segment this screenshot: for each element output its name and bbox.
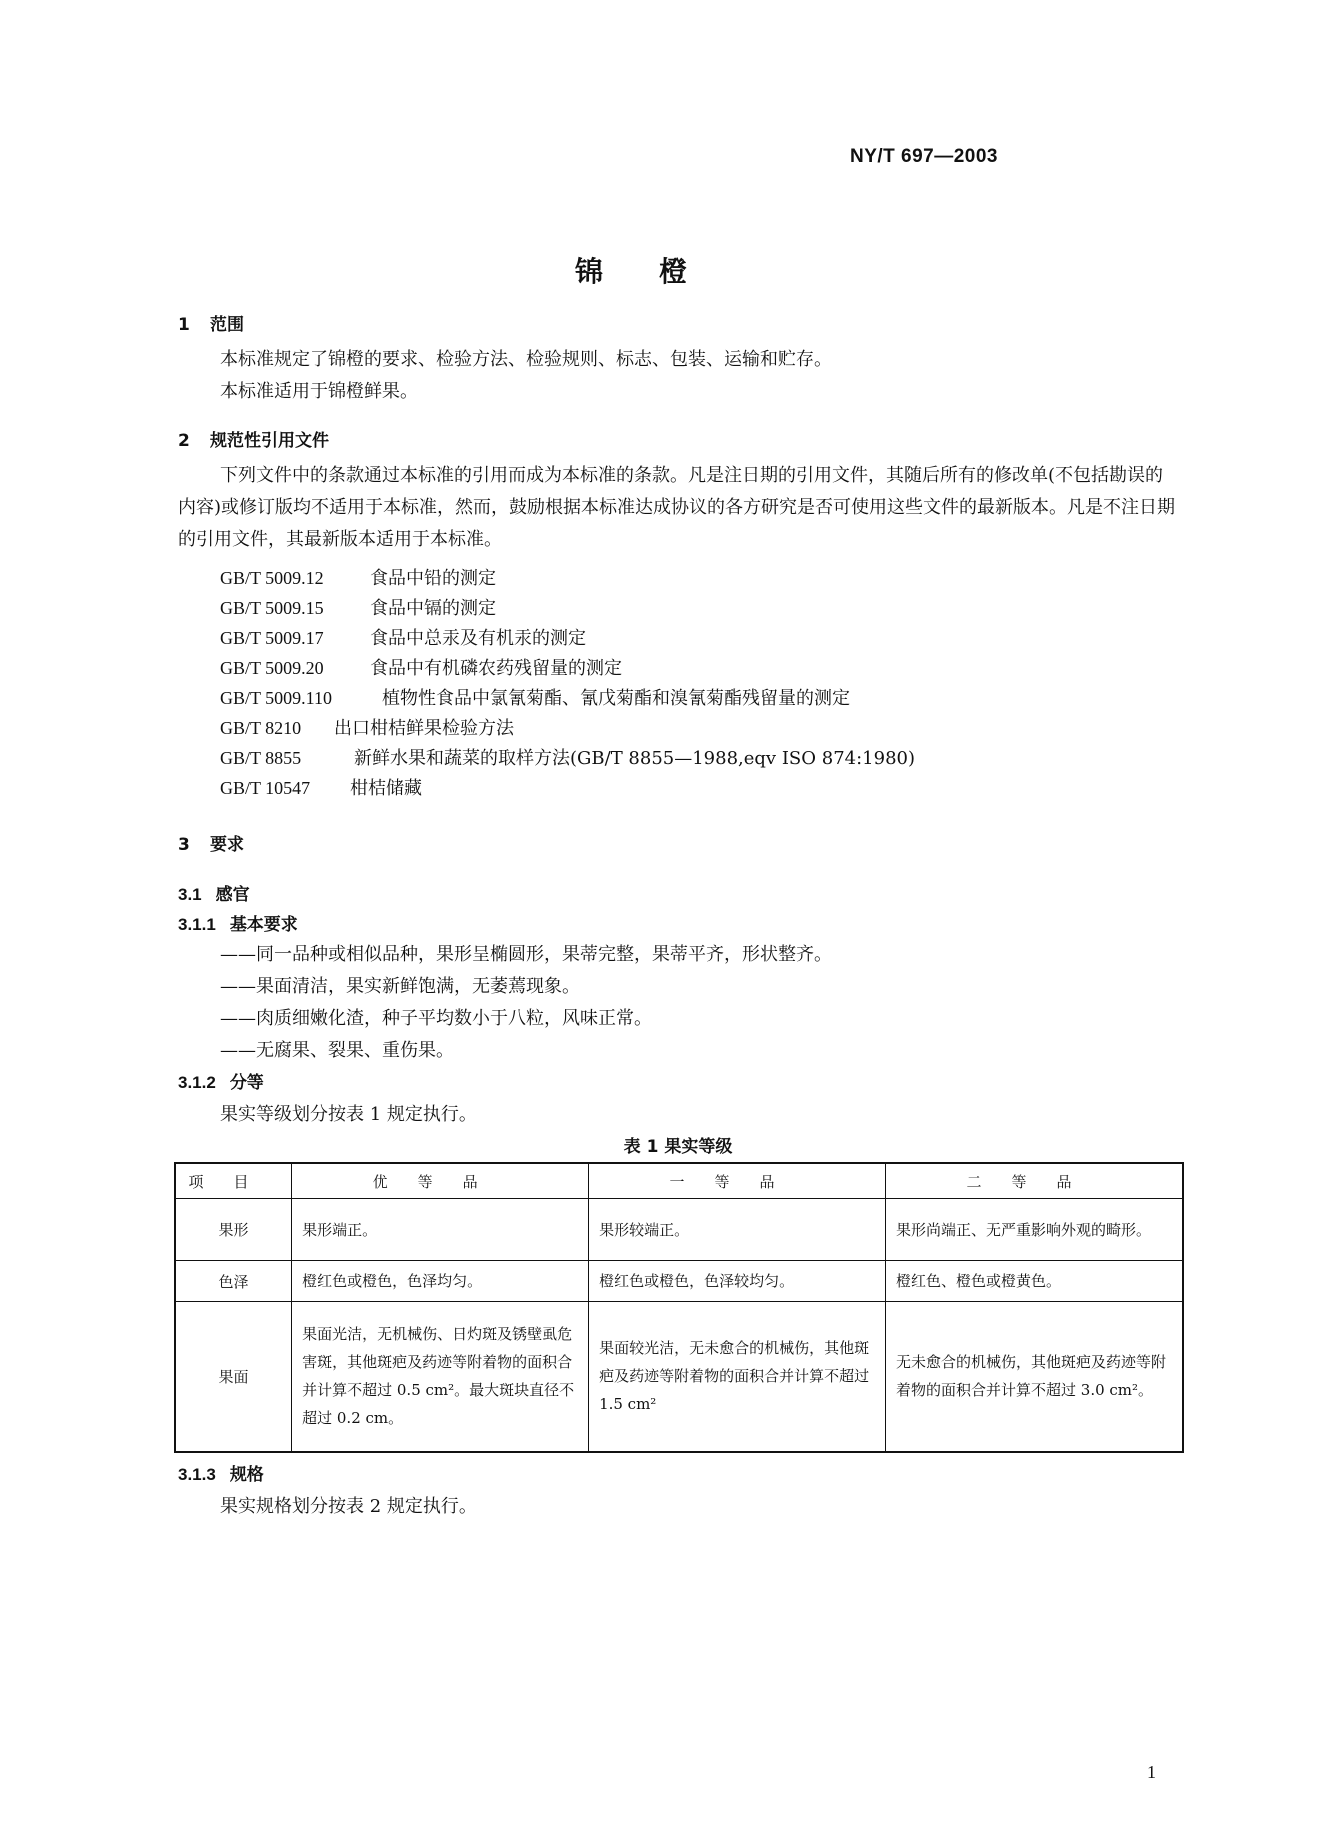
section-3-1-3-text: 果实规格划分按表 2 规定执行。: [220, 1496, 477, 1517]
reference-title: 食品中铅的测定: [370, 568, 496, 589]
table-1-caption: 表 1 果实等级: [623, 1137, 733, 1157]
table-header-item: 项目: [175, 1163, 292, 1199]
section-title: 基本要求: [229, 915, 298, 935]
reference-item: [220, 594, 496, 620]
section-number: 3.1.1: [178, 915, 216, 934]
section-3-1-heading: [178, 880, 250, 905]
section-2-heading: [178, 426, 329, 451]
section-number: 3: [178, 835, 190, 855]
reference-code: GB/T 8855: [220, 748, 302, 768]
section-title: 范围: [210, 315, 244, 335]
table-cell: 橙红色或橙色，色泽较均匀。: [589, 1261, 886, 1302]
section-title: 感官: [215, 885, 250, 905]
reference-title: 食品中总汞及有机汞的测定: [370, 628, 586, 649]
section-3-heading: [178, 830, 244, 855]
row-item-label: 色泽: [175, 1261, 292, 1302]
table-cell: 橙红色或橙色，色泽均匀。: [292, 1261, 589, 1302]
section-number: 3.1: [178, 885, 202, 904]
table-row: [175, 1302, 1183, 1452]
table-header-premium: 优等品: [292, 1163, 589, 1199]
reference-title: 食品中镉的测定: [370, 598, 496, 619]
table-row: [175, 1261, 1183, 1302]
table-cell: 果形尚端正、无严重影响外观的畸形。: [886, 1199, 1183, 1261]
section-title: 要求: [210, 835, 244, 855]
section-number: 2: [178, 431, 190, 451]
requirement-item: ——肉质细嫩化渣，种子平均数小于八粒，风味正常。: [220, 1008, 652, 1029]
section-title: 规格: [229, 1465, 264, 1485]
section-1-paragraph-1: 本标准规定了锦橙的要求、检验方法、检验规则、标志、包装、运输和贮存。: [220, 349, 832, 370]
table-cell: 果形端正。: [292, 1199, 589, 1261]
reference-title: 植物性食品中氯氰菊酯、氰戊菊酯和溴氰菊酯残留量的测定: [382, 688, 850, 709]
reference-item: [220, 774, 422, 800]
section-1-paragraph-2: 本标准适用于锦橙鲜果。: [220, 381, 418, 402]
reference-code: GB/T 5009.20: [220, 658, 324, 678]
requirement-item: ——无腐果、裂果、重伤果。: [220, 1040, 454, 1061]
reference-code: GB/T 8210: [220, 718, 302, 738]
reference-title: 柑桔储藏: [350, 778, 422, 799]
section-3-1-2-heading: [178, 1068, 264, 1093]
reference-item: [220, 564, 496, 590]
table-cell: 无未愈合的机械伤，其他斑疤及药迹等附着物的面积合并计算不超过 3.0 cm²。: [886, 1302, 1183, 1452]
section-1-heading: [178, 310, 244, 335]
row-item-label: 果形: [175, 1199, 292, 1261]
table-cell: 橙红色、橙色或橙黄色。: [886, 1261, 1183, 1302]
reference-item: [220, 744, 915, 770]
section-2-intro: 下列文件中的条款通过本标准的引用而成为本标准的条款。凡是注日期的引用文件，其随后所有的修改单(不包括勘误的内容)或修订版均不适用于本标准，然而，鼓励根据本标准达成协议的各方研究是否可使用这些文件的最新版本。凡是不注日期的引用文件，其最新版本适用于本标准。: [178, 465, 1176, 550]
page-number: 1: [1147, 1762, 1156, 1782]
reference-title: 出口柑桔鲜果检验方法: [334, 718, 514, 739]
table-cell: 果形较端正。: [589, 1199, 886, 1261]
section-number: 3.1.2: [178, 1073, 216, 1092]
reference-code: GB/T 5009.17: [220, 628, 324, 648]
section-3-1-3-heading: [178, 1460, 264, 1485]
requirement-item: ——果面清洁，果实新鲜饱满，无萎蔫现象。: [220, 976, 580, 997]
table-cell: 果面较光洁，无未愈合的机械伤，其他斑疤及药迹等附着物的面积合并计算不超过 1.5 cm²: [589, 1302, 886, 1452]
section-title: 分等: [229, 1073, 264, 1093]
reference-item: [220, 654, 622, 680]
row-item-label: 果面: [175, 1302, 292, 1452]
grade-table: [174, 1162, 1184, 1453]
table-header-first-grade: 一等品: [589, 1163, 886, 1199]
reference-code: GB/T 5009.110: [220, 688, 333, 708]
table-row: [175, 1199, 1183, 1261]
standard-code: NY/T 697—2003: [849, 146, 998, 167]
table-cell: 果面光洁，无机械伤、日灼斑及锈壁虱危害斑，其他斑疤及药迹等附着物的面积合并计算不超过 0.5 cm²。最大斑块直径不超过 0.2 cm。: [292, 1302, 589, 1452]
section-title: 规范性引用文件: [210, 431, 329, 451]
reference-item: [220, 684, 850, 710]
table-header-row: [175, 1163, 1183, 1199]
reference-code: GB/T 10547: [220, 778, 311, 798]
table-header-second-grade: 二等品: [886, 1163, 1183, 1199]
document-title: 锦橙: [574, 255, 743, 288]
section-3-1-1-heading: [178, 910, 298, 935]
reference-item: [220, 624, 586, 650]
reference-code: GB/T 5009.12: [220, 568, 324, 588]
reference-title: 新鲜水果和蔬菜的取样方法(GB/T 8855—1988,eqv ISO 874:1980): [354, 748, 915, 769]
section-number: 1: [178, 315, 190, 335]
requirement-item: ——同一品种或相似品种，果形呈椭圆形，果蒂完整，果蒂平齐，形状整齐。: [220, 944, 832, 965]
reference-code: GB/T 5009.15: [220, 598, 324, 618]
reference-item: [220, 714, 514, 740]
reference-title: 食品中有机磷农药残留量的测定: [370, 658, 622, 679]
section-3-1-2-text: 果实等级划分按表 1 规定执行。: [220, 1104, 477, 1125]
section-number: 3.1.3: [178, 1465, 216, 1484]
